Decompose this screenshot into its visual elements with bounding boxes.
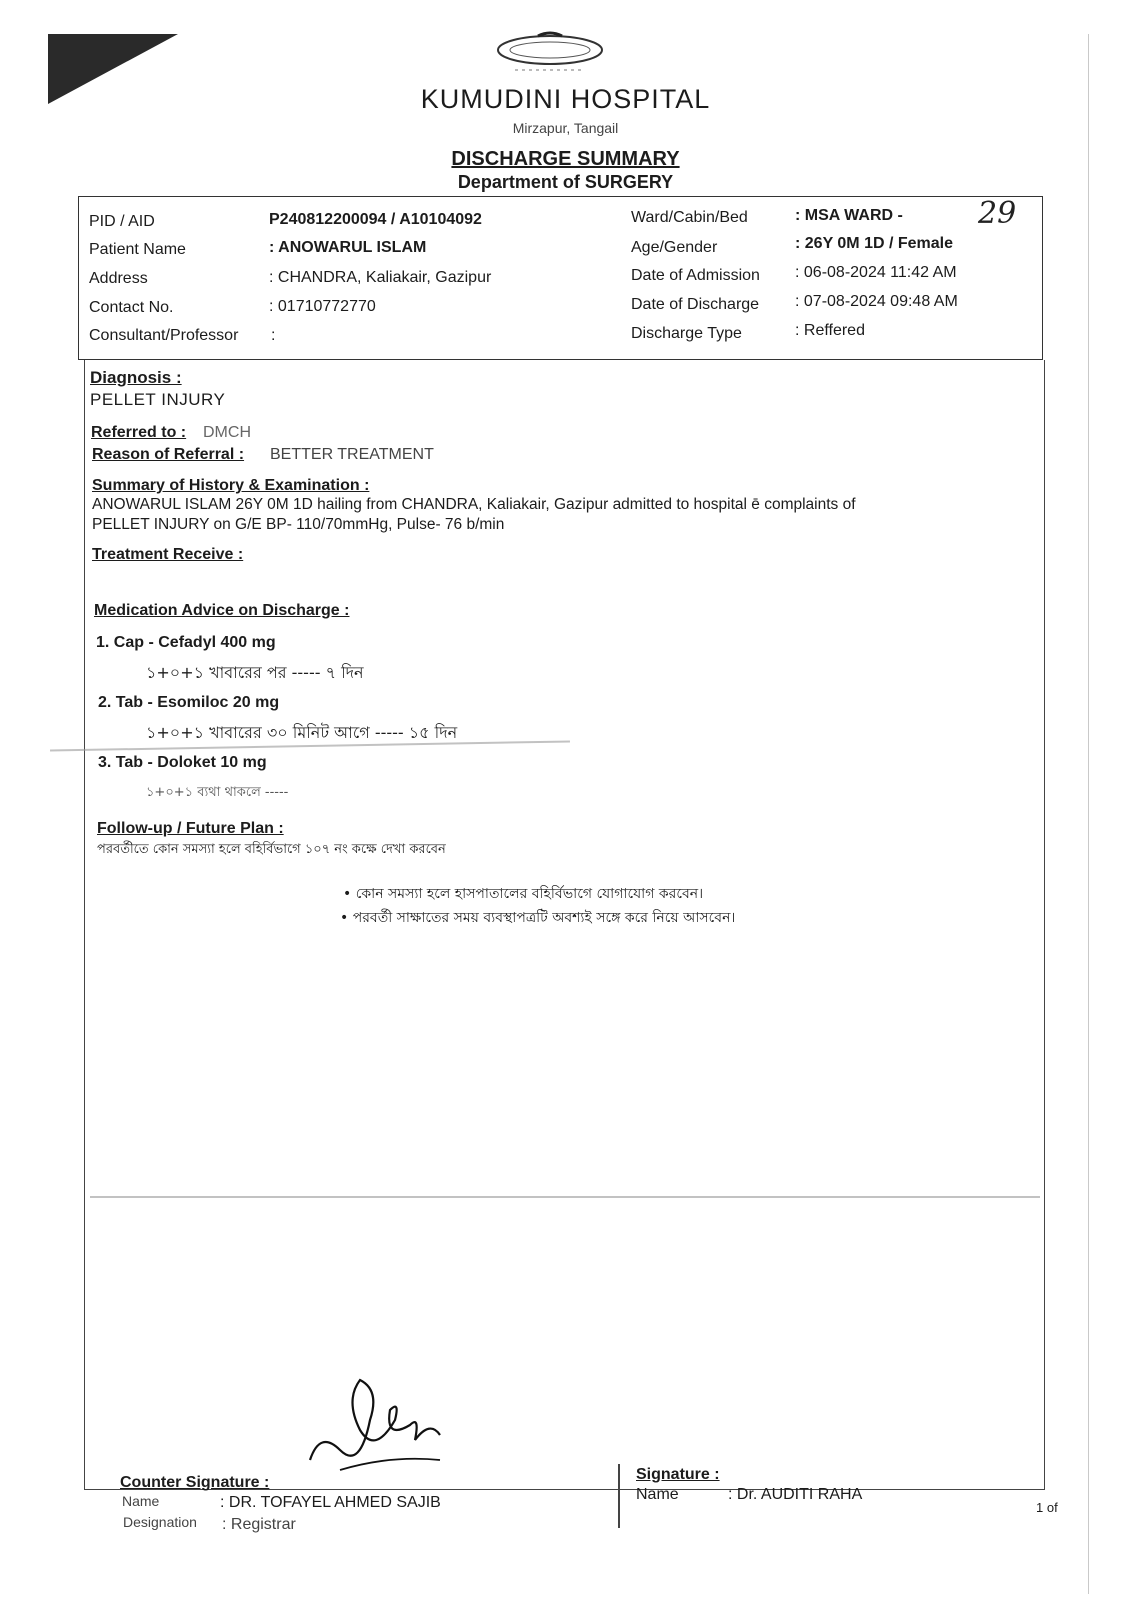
history-heading: Summary of History & Examination : (92, 477, 370, 494)
signature-name-value: : Dr. AUDITI RAHA (728, 1486, 863, 1503)
hospital-logo (490, 30, 610, 80)
consultant-value: : (271, 327, 276, 344)
ward-bed-handwritten: 29 (978, 196, 1017, 231)
page-number: 1 of (1036, 1500, 1058, 1515)
medication-item-2: 2. Tab - Esomiloc 20 mg (98, 694, 280, 711)
pid-value: P240812200094 / A10104092 (269, 211, 482, 228)
followup-line: পরবর্তীতে কোন সমস্যা হলে বহির্বিভাগে ১০৭ নং কক্ষে দেখা করবেন (97, 842, 446, 857)
referral-reason-label: Reason of Referral : (92, 446, 245, 463)
diagnosis-value: PELLET INJURY (90, 390, 226, 409)
medication-item-1: 1. Cap - Cefadyl 400 mg (96, 634, 276, 651)
admission-date-label: Date of Admission (631, 267, 760, 284)
referral-reason-value: BETTER TREATMENT (270, 446, 434, 463)
followup-heading: Follow-up / Future Plan : (97, 820, 284, 837)
counter-name-label: Name (122, 1493, 160, 1509)
department: Department of SURGERY (457, 172, 674, 192)
ward-label: Ward/Cabin/Bed (631, 209, 748, 226)
consultant-label: Consultant/Professor (89, 327, 239, 344)
referred-to-value: DMCH (203, 424, 251, 441)
medication-dose-3: ১+০+১ ব্যথা থাকলে ----- (146, 785, 289, 800)
document-title: DISCHARGE SUMMARY (451, 148, 680, 170)
ward-value: : MSA WARD - (795, 207, 903, 224)
discharge-date-value: : 07-08-2024 09:48 AM (795, 293, 958, 310)
pid-label: PID / AID (89, 213, 155, 230)
age-gender-label: Age/Gender (631, 239, 718, 256)
discharge-type-value: : Reffered (795, 322, 865, 339)
contact-value: : 01710772770 (269, 298, 376, 315)
followup-bullet-1: • কোন সমস্যা হলে হাসপাতালের বহির্বিভাগে যোগাযোগ করবেন। (343, 886, 704, 902)
discharge-date-label: Date of Discharge (631, 296, 760, 313)
history-line-2: PELLET INJURY on G/E BP- 110/70mmHg, Pulse- 76 b/min (92, 516, 505, 533)
admission-date-value: : 06-08-2024 11:42 AM (795, 264, 957, 281)
followup-bullet-2: • পরবর্তী সাক্ষাতের সময় ব্যবস্থাপত্রটি অবশ্যই সঙ্গে করে নিয়ে আসবেন। (340, 910, 736, 926)
signature-name-label: Name (636, 1486, 679, 1503)
referred-to-label: Referred to : (91, 424, 187, 441)
discharge-type-label: Discharge Type (631, 325, 742, 342)
address-value: : CHANDRA, Kaliakair, Gazipur (269, 269, 492, 286)
counter-name-value: : DR. TOFAYEL AHMED SAJIB (220, 1494, 441, 1511)
medication-dose-2: ১+০+১ খাবারের ৩০ মিনিট আগে ----- ১৫ দিন (146, 723, 458, 742)
patient-info-box (78, 196, 1043, 360)
paper-fold-line (90, 1196, 1040, 1198)
signature-divider (618, 1464, 620, 1528)
patient-name-label: Patient Name (89, 241, 186, 258)
medication-dose-1: ১+০+১ খাবারের পর ----- ৭ দিন (146, 663, 364, 682)
hospital-name: KUMUDINI HOSPITAL (420, 84, 711, 114)
age-gender-value: : 26Y 0M 1D / Female (795, 235, 953, 252)
signature-heading: Signature : (636, 1466, 720, 1483)
address-label: Address (89, 270, 148, 287)
diagnosis-heading: Diagnosis : (90, 368, 182, 387)
contact-label: Contact No. (89, 299, 174, 316)
medication-item-3: 3. Tab - Doloket 10 mg (98, 754, 267, 771)
medication-heading: Medication Advice on Discharge : (94, 602, 350, 619)
counter-signature-heading: Counter Signature : (120, 1474, 270, 1491)
counter-designation-value: : Registrar (222, 1516, 296, 1533)
patient-name-value: : ANOWARUL ISLAM (269, 239, 427, 256)
hospital-location: Mirzapur, Tangail (512, 120, 619, 136)
treatment-heading: Treatment Receive : (92, 546, 244, 563)
counter-designation-label: Designation (123, 1514, 197, 1530)
history-line-1: ANOWARUL ISLAM 26Y 0M 1D hailing from CHANDRA, Kaliakair, Gazipur admitted to hospital ē complaints of (92, 496, 856, 513)
